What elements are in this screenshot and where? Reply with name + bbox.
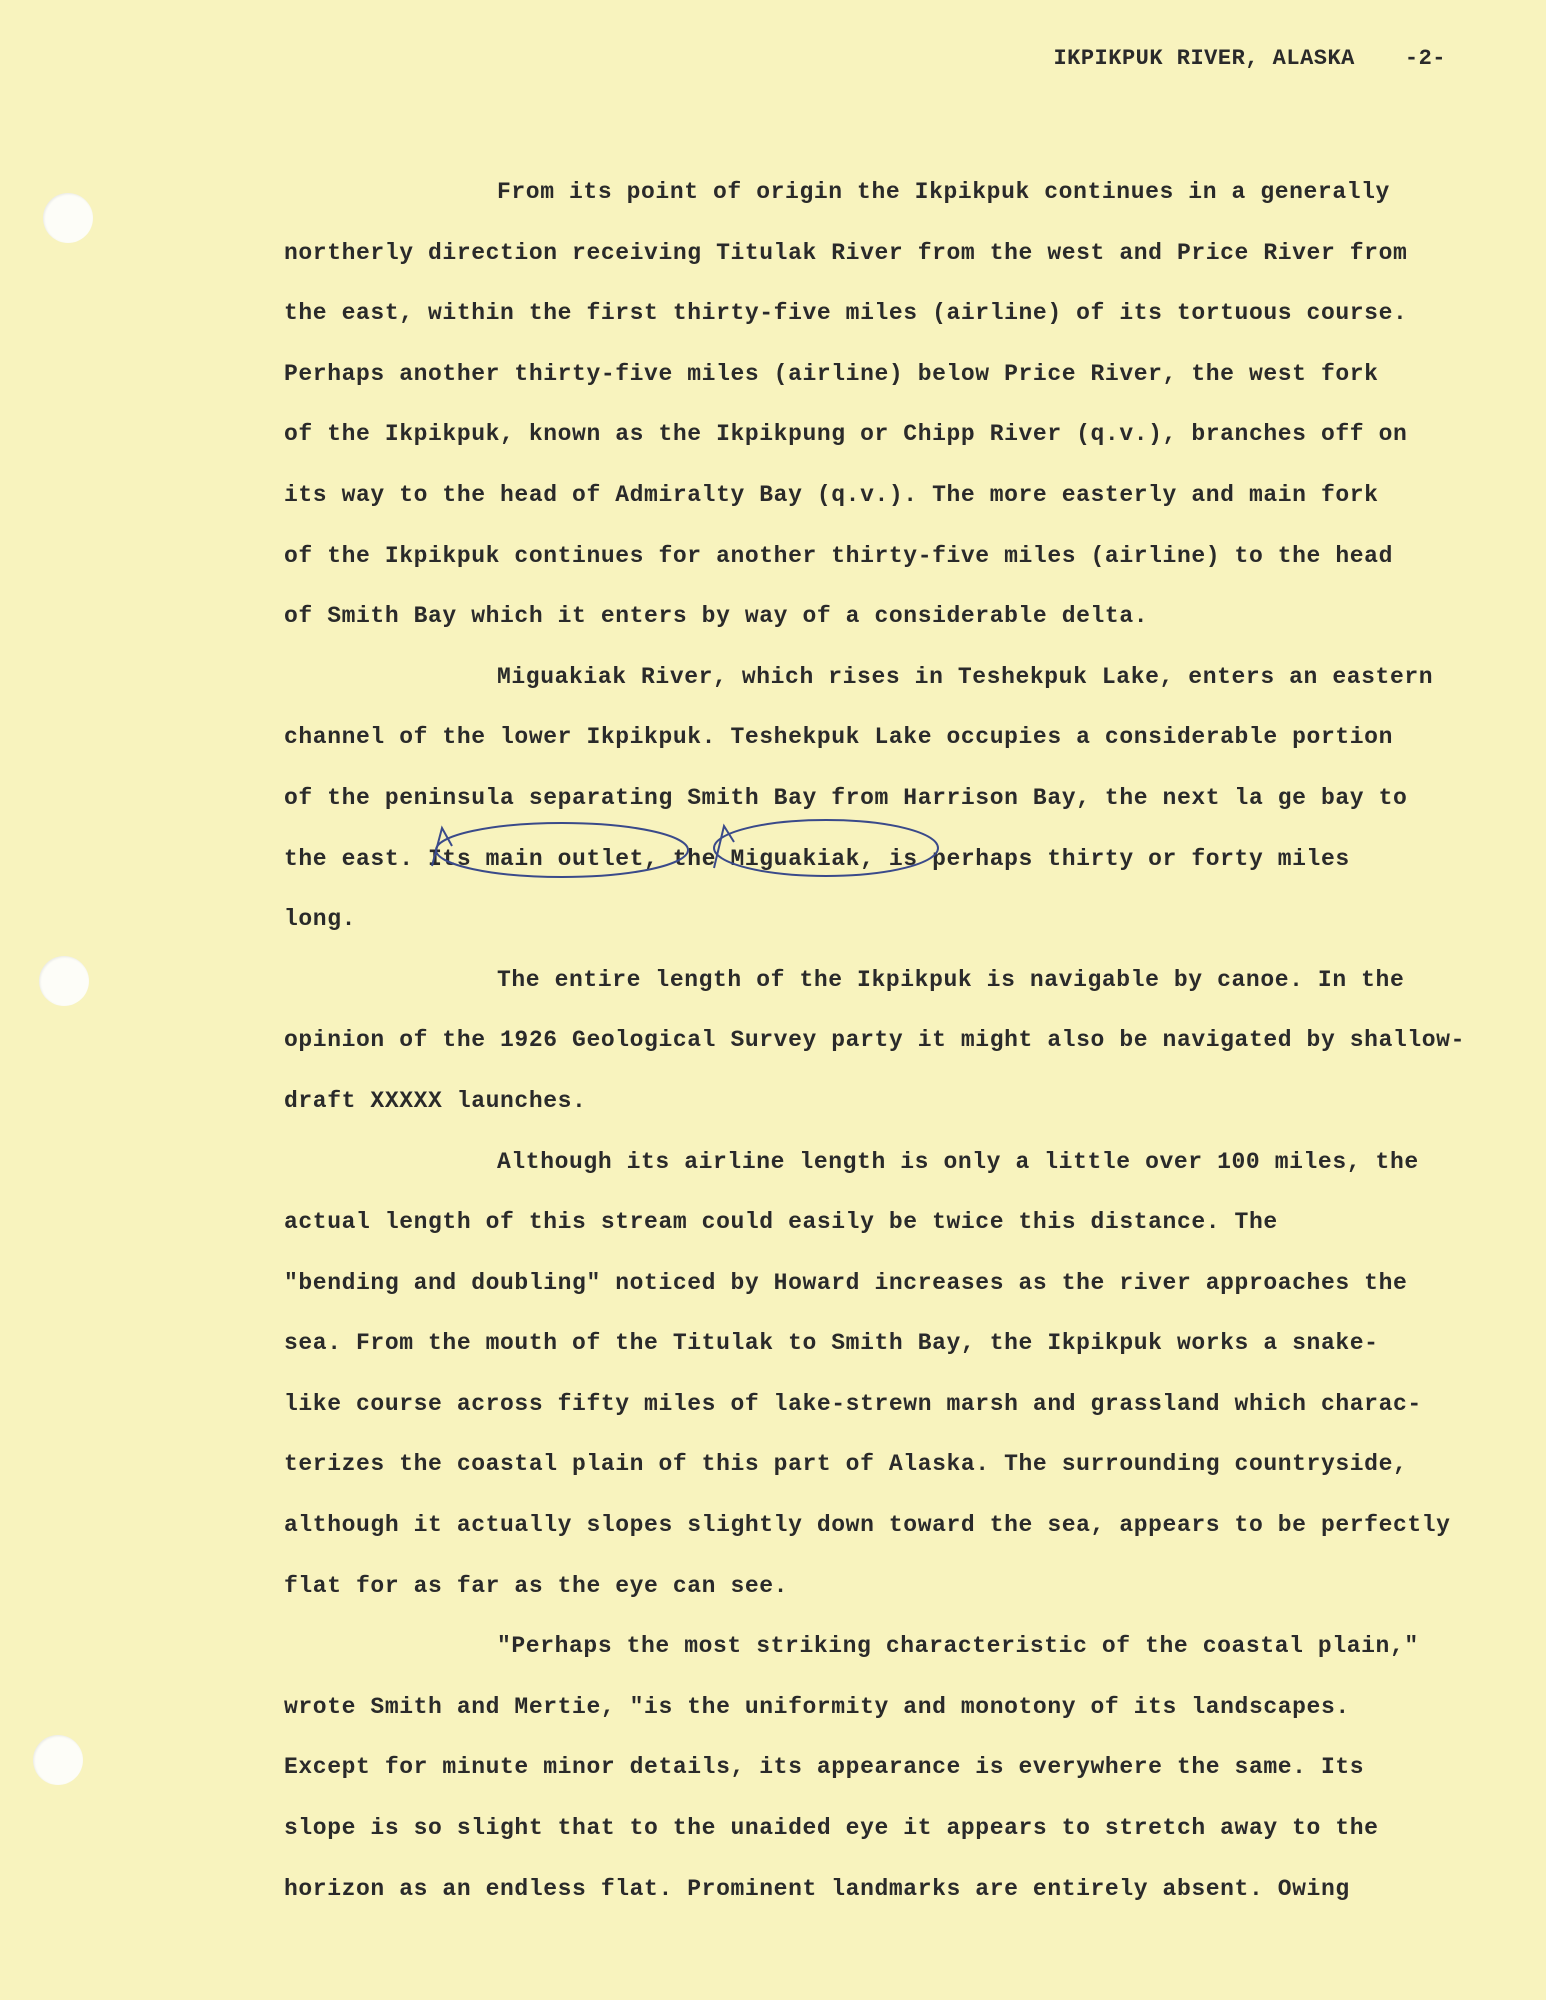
text-line: flat for as far as the eye can see.	[284, 1572, 789, 1599]
text-line: its way to the head of Admiralty Bay (q.v.). The more easterly and main fork	[284, 481, 1379, 508]
text-line: terizes the coastal plain of this part of Alaska. The surrounding countryside,	[284, 1451, 1408, 1478]
text-line: of Smith Bay which it enters by way of a considerable delta.	[284, 603, 1149, 630]
text-line: opinion of the 1926 Geological Survey party it might also be navigated by shallow-	[284, 1027, 1465, 1054]
text-line: the east, within the first thirty-five miles (airline) of its tortuous course.	[284, 300, 1408, 327]
text-line: the east. Its main outlet, the Miguakiak, is perhaps thirty or forty miles	[284, 845, 1350, 872]
text-line: of the Ikpikpuk, known as the Ikpikpung or Chipp River (q.v.), branches off on	[284, 421, 1408, 448]
text-line: draft XXXXX launches.	[284, 1087, 587, 1114]
text-line: wrote Smith and Mertie, "is the uniformity and monotony of its landscapes.	[284, 1693, 1350, 1720]
text-line: channel of the lower Ikpikpuk. Teshekpuk Lake occupies a considerable portion	[284, 724, 1393, 751]
text-line: horizon as an endless flat. Prominent landmarks are entirely absent. Owing	[284, 1875, 1350, 1902]
text-line: Miguakiak River, which rises in Teshekpuk Lake, enters an eastern	[497, 663, 1434, 690]
text-line: northerly direction receiving Titulak River from the west and Price River from	[284, 239, 1408, 266]
text-line: long.	[284, 906, 357, 933]
text-line: like course across fifty miles of lake-strewn marsh and grassland which charac-	[284, 1390, 1422, 1417]
text-line: Except for minute minor details, its appearance is everywhere the same. Its	[284, 1754, 1365, 1781]
text-line: of the peninsula separating Smith Bay from Harrison Bay, the next la ge bay to	[284, 784, 1408, 811]
page-number: -2-	[1404, 46, 1446, 71]
punch-hole-bottom	[33, 1735, 83, 1785]
text-line: "bending and doubling" noticed by Howard increases as the river approaches the	[284, 1269, 1408, 1296]
text-line: sea. From the mouth of the Titulak to Smith Bay, the Ikpikpuk works a snake-	[284, 1330, 1379, 1357]
page-header	[1053, 46, 1446, 71]
text-line: Although its airline length is only a little over 100 miles, the	[497, 1148, 1419, 1175]
text-line: Perhaps another thirty-five miles (airline) below Price River, the west fork	[284, 360, 1379, 387]
text-line: of the Ikpikpuk continues for another thirty-five miles (airline) to the head	[284, 542, 1393, 569]
text-line: actual length of this stream could easily be twice this distance. The	[284, 1209, 1278, 1236]
punch-hole-top	[43, 193, 93, 243]
header-title: IKPIKPUK RIVER, ALASKA	[1053, 46, 1355, 71]
text-line: although it actually slopes slightly down toward the sea, appears to be perfectly	[284, 1512, 1451, 1539]
punch-hole-middle	[39, 956, 89, 1006]
text-line: slope is so slight that to the unaided eye it appears to stretch away to the	[284, 1815, 1379, 1842]
text-line: From its point of origin the Ikpikpuk continues in a generally	[497, 179, 1390, 205]
text-line: The entire length of the Ikpikpuk is navigable by canoe. In the	[497, 966, 1405, 993]
body-text	[284, 162, 1504, 1919]
text-line: "Perhaps the most striking characteristic of the coastal plain,"	[497, 1633, 1419, 1660]
